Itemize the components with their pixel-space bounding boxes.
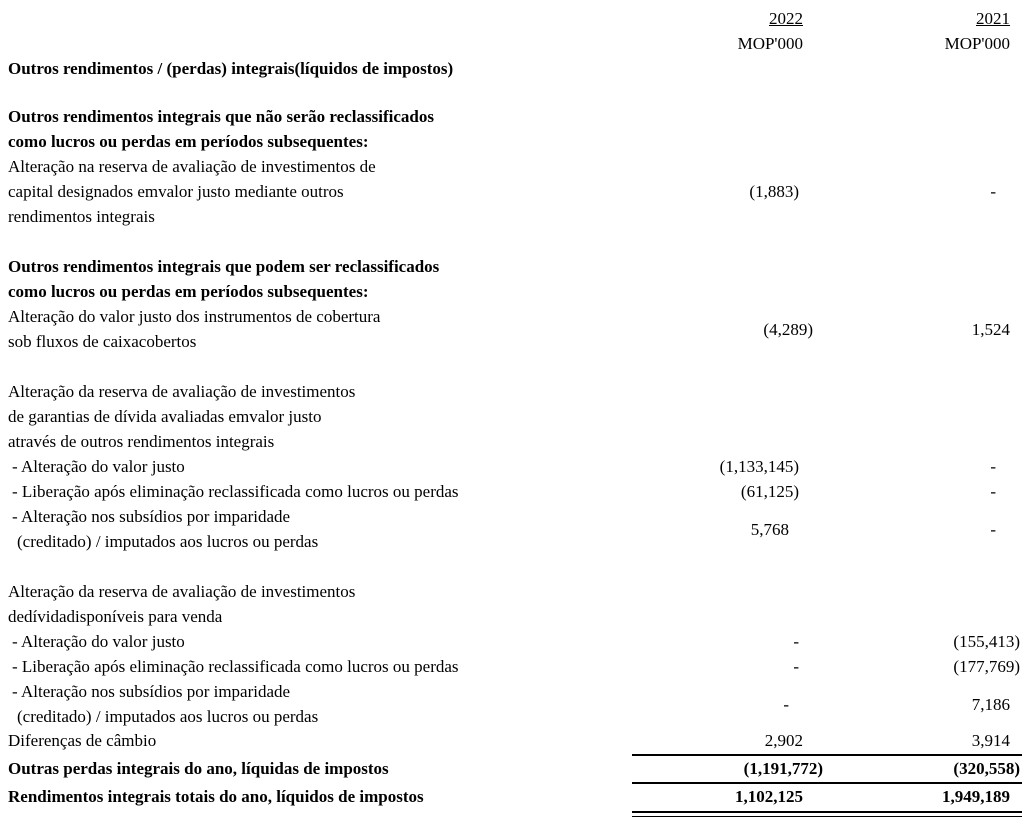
total-label: Rendimentos integrais totais do ano, líquidos de impostos <box>8 787 424 806</box>
hedge-item-line1: Alteração do valor justo dos instrumentos de cobertura <box>8 307 381 326</box>
hedge-item-row <box>8 304 1022 354</box>
value-2022: (1,191,772) <box>743 759 823 778</box>
unit-row <box>8 31 1022 56</box>
year-2022-label: 2022 <box>769 9 803 28</box>
line-item-label: - Alteração do valor justo <box>12 457 185 476</box>
title-row <box>8 56 1022 81</box>
line-item-label: - Liberação após eliminação reclassificada como lucros ou perdas <box>12 482 459 501</box>
section-heading: como lucros ou perdas em períodos subsequentes: <box>8 132 369 151</box>
value-2022: 5,768 <box>750 519 789 539</box>
afs-intro2 <box>8 604 1022 629</box>
single-rule <box>632 754 1022 756</box>
line-item-label: de garantias de dívida avaliadas emvalor justo <box>8 407 322 426</box>
line-item-label <box>8 304 618 354</box>
debt-fvoci-intro2 <box>8 404 1022 429</box>
value-2022: - <box>783 694 789 714</box>
total-label: Outras perdas integrais do ano, líquidas de impostos <box>8 759 389 778</box>
line-item-label: Alteração da reserva de avaliação de investimentos <box>8 582 356 601</box>
line-item-label <box>8 679 594 729</box>
line-item-label: através de outros rendimentos integrais <box>8 432 275 451</box>
value-2022: (1,133,145) <box>719 457 799 476</box>
column-header-2022 <box>608 6 815 31</box>
value-2022: (61,125) <box>740 482 799 501</box>
impairment-line2: (creditado) / imputados aos lucros ou perdas <box>17 707 319 726</box>
section-reclassifiable-heading2 <box>8 279 1022 304</box>
value-2021: (177,769) <box>953 657 1020 676</box>
section-not-reclassified-heading2 <box>8 129 1022 154</box>
hedge-item-line2: sob fluxos de caixacobertos <box>8 332 197 351</box>
debt-fvoci-fair-value-row <box>8 454 1022 479</box>
line-item-label: - Alteração do valor justo <box>12 632 185 651</box>
line-item-label: - Liberação após eliminação reclassificada como lucros ou perdas <box>12 657 459 676</box>
impairment-line2: (creditado) / imputados aos lucros ou perdas <box>17 532 319 551</box>
value-2022: (4,289) <box>763 319 813 339</box>
line-item-label: capital designados emvalor justo mediante outros <box>8 182 344 201</box>
value-2021: 1,524 <box>971 319 1010 339</box>
exchange-differences-row <box>8 729 1022 753</box>
line-item-label: Alteração da reserva de avaliação de investimentos <box>8 382 356 401</box>
value-2021: - <box>990 519 996 539</box>
section-heading: Outros rendimentos integrais que podem ser reclassificados <box>8 257 440 276</box>
value-2022: (1,883) <box>749 182 799 201</box>
year-2021-label: 2021 <box>976 9 1010 28</box>
afs-release-row <box>8 654 1022 679</box>
value-2021: 3,914 <box>971 731 1010 750</box>
value-2021: - <box>990 482 996 501</box>
line-item-label <box>8 504 594 554</box>
line-item-label: rendimentos integrais <box>8 207 155 226</box>
equity-item-line2-values <box>8 179 1022 204</box>
afs-fair-value-row <box>8 629 1022 654</box>
value-2021: (320,558) <box>953 759 1020 778</box>
double-rule <box>632 811 1022 817</box>
debt-fvoci-intro1 <box>8 379 1022 404</box>
impairment-line1: - Alteração nos subsídios por imparidade <box>12 507 291 526</box>
grand-total-rule-area <box>8 809 1022 817</box>
total-comprehensive-row <box>8 785 1022 809</box>
section-reclassifiable-heading1 <box>8 254 1022 279</box>
value-2021: - <box>990 457 996 476</box>
column-headers-row <box>8 6 1022 31</box>
total-other-loss-row <box>8 757 1022 781</box>
debt-fvoci-impairment-row <box>8 504 1022 554</box>
equity-item-line3 <box>8 204 1022 229</box>
equity-item-line1 <box>8 154 1022 179</box>
spacer <box>8 229 1022 254</box>
value-2022: 1,102,125 <box>735 787 803 806</box>
value-2021: (155,413) <box>953 632 1020 651</box>
afs-impairment-row <box>8 679 1022 729</box>
afs-intro1 <box>8 579 1022 604</box>
statement-title: Outros rendimentos / (perdas) integrais(líquidos de impostos) <box>8 59 454 78</box>
value-2021: 1,949,189 <box>942 787 1010 806</box>
section-not-reclassified-heading1 <box>8 104 1022 129</box>
value-2021: - <box>990 182 996 201</box>
section-heading: Outros rendimentos integrais que não serão reclassificados <box>8 107 434 126</box>
line-item-label: Alteração na reserva de avaliação de investimentos de <box>8 157 376 176</box>
debt-fvoci-intro3 <box>8 429 1022 454</box>
column-header-2021 <box>815 6 1022 31</box>
value-2021: 7,186 <box>971 694 1010 714</box>
value-2022: - <box>793 657 799 676</box>
impairment-line1: - Alteração nos subsídios por imparidade <box>12 682 291 701</box>
value-2022: 2,902 <box>764 731 803 750</box>
unit-2021: MOP'000 <box>944 34 1010 53</box>
line-item-label: Diferenças de câmbio <box>8 731 157 750</box>
spacer <box>8 354 1022 379</box>
spacer <box>8 81 1022 104</box>
debt-fvoci-release-row <box>8 479 1022 504</box>
single-rule <box>632 782 1022 784</box>
line-item-label: dedívidadisponíveis para venda <box>8 607 223 626</box>
spacer <box>8 554 1022 579</box>
unit-2022: MOP'000 <box>737 34 803 53</box>
value-2022: - <box>793 632 799 651</box>
section-heading: como lucros ou perdas em períodos subsequentes: <box>8 282 369 301</box>
